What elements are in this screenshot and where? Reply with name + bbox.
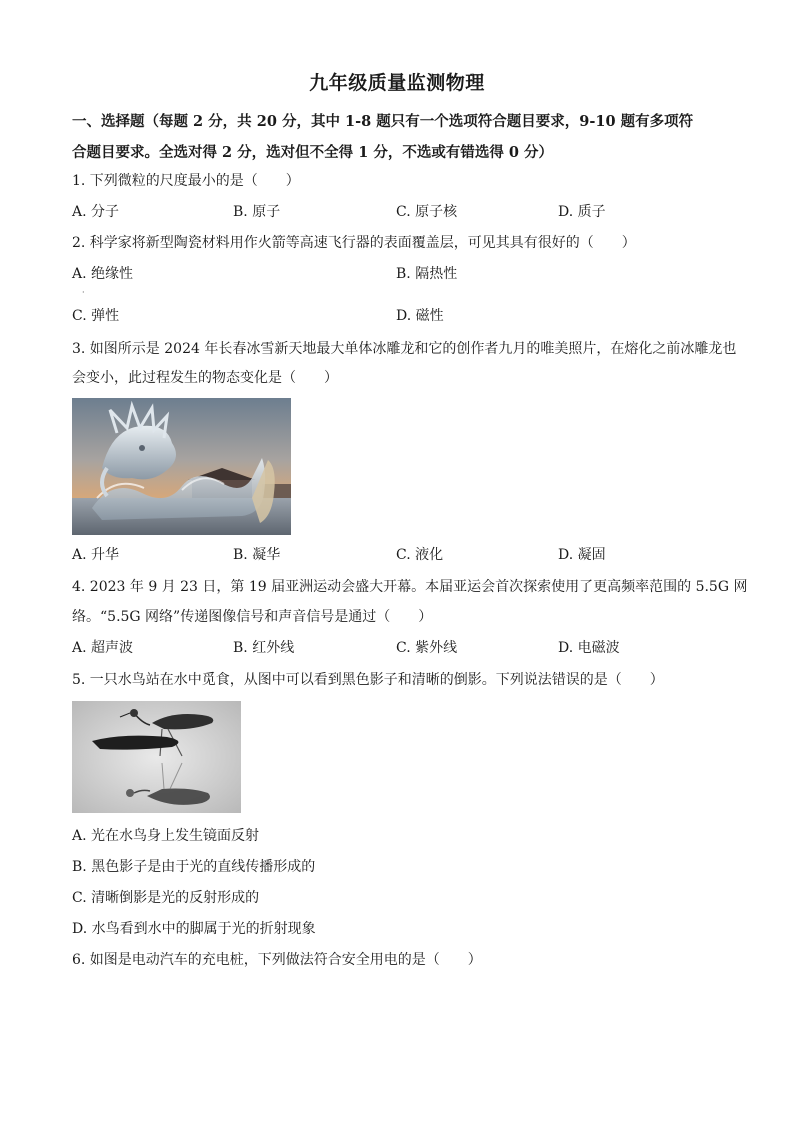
section-instructions-line-1: 一、选择题（每题 2 分，共 20 分，其中 1-8 题只有一个选项符合题目要求，9-10 题有多项符 bbox=[72, 113, 694, 130]
question-3-option-b: B. 凝华 bbox=[233, 547, 281, 563]
question-1-option-d: D. 质子 bbox=[558, 204, 606, 220]
question-1-option-b: B. 原子 bbox=[233, 204, 281, 220]
question-4-option-d: D. 电磁波 bbox=[558, 640, 620, 656]
question-2-option-d: D. 磁性 bbox=[396, 308, 444, 324]
stray-mark: · bbox=[82, 288, 85, 297]
section-instructions-line-2: 合题目要求。全选对得 2 分，选对但不全得 1 分，不选或有错选得 0 分） bbox=[72, 144, 554, 161]
question-4-option-b: B. 红外线 bbox=[233, 640, 295, 656]
question-6-stem: 6. 如图是电动汽车的充电桩，下列做法符合安全用电的是（ ） bbox=[72, 952, 482, 968]
question-3-option-d: D. 凝固 bbox=[558, 547, 606, 563]
question-1-option-a: A. 分子 bbox=[72, 204, 120, 220]
question-5-option-d: D. 水鸟看到水中的脚属于光的折射现象 bbox=[72, 921, 316, 937]
page-title: 九年级质量监测物理 bbox=[309, 72, 485, 94]
question-4-stem-line-2: 络。“5.5G 网络”传递图像信号和声音信号是通过（ ） bbox=[72, 609, 433, 625]
question-5-option-b: B. 黑色影子是由于光的直线传播形成的 bbox=[72, 859, 316, 875]
question-3-option-c: C. 液化 bbox=[396, 547, 444, 563]
water-bird-photo bbox=[72, 701, 241, 813]
ice-dragon-sculpture-image bbox=[72, 398, 291, 535]
question-5-stem: 5. 一只水鸟站在水中觅食，从图中可以看到黑色影子和清晰的倒影。下列说法错误的是（ ） bbox=[72, 672, 664, 688]
question-5-option-a: A. 光在水鸟身上发生镜面反射 bbox=[72, 828, 260, 844]
question-2-option-c: C. 弹性 bbox=[72, 308, 120, 324]
section-instructions bbox=[72, 106, 724, 168]
water-bird-reflection-image bbox=[72, 701, 241, 813]
question-4-option-a: A. 超声波 bbox=[72, 640, 134, 656]
question-4-option-c: C. 紫外线 bbox=[396, 640, 458, 656]
question-3-stem-line-2: 会变小，此过程发生的物态变化是（ ） bbox=[72, 370, 338, 386]
question-5-option-c: C. 清晰倒影是光的反射形成的 bbox=[72, 890, 260, 906]
question-4-stem-line-1: 4. 2023 年 9 月 23 日，第 19 届亚洲运动会盛大开幕。本届亚运会首次探索使用了更高频率范围的 5.5G 网 bbox=[72, 579, 748, 595]
question-3-option-a: A. 升华 bbox=[72, 547, 120, 563]
ice-dragon-photo bbox=[72, 398, 291, 535]
question-2-option-b: B. 隔热性 bbox=[396, 266, 458, 282]
question-1-option-c: C. 原子核 bbox=[396, 204, 458, 220]
question-2-option-a: A. 绝缘性 bbox=[72, 266, 134, 282]
question-3-stem-line-1: 3. 如图所示是 2024 年长春冰雪新天地最大单体冰雕龙和它的创作者九月的唯美照片，在熔化之前冰雕龙也 bbox=[72, 341, 737, 357]
question-1-stem: 1. 下列微粒的尺度最小的是（ ） bbox=[72, 173, 300, 189]
question-2-stem: 2. 科学家将新型陶瓷材料用作火箭等高速飞行器的表面覆盖层，可见其具有很好的（ ） bbox=[72, 235, 636, 251]
